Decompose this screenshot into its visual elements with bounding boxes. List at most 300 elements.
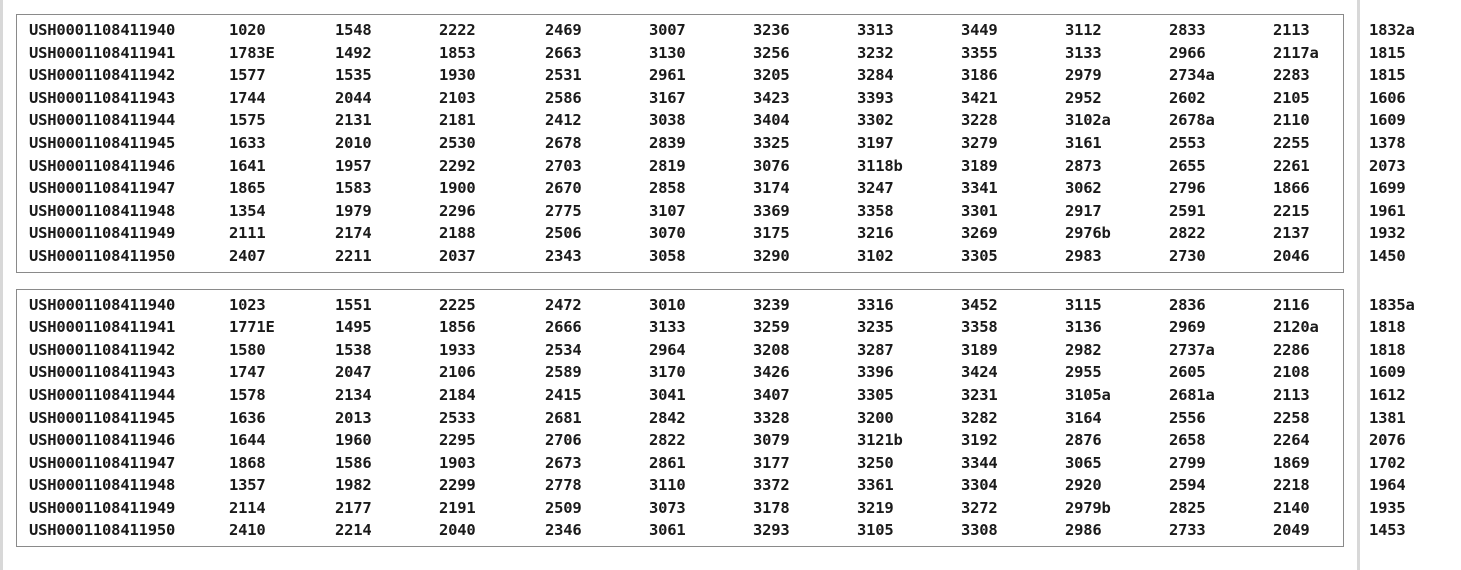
data-cell: 1492: [335, 43, 372, 62]
data-cell: 3236: [753, 21, 790, 39]
table-row: [17, 339, 1461, 362]
data-cell: 2010: [335, 133, 372, 152]
data-cell: 2530: [439, 133, 476, 152]
data-cell: 3177: [753, 453, 790, 472]
row-identifier: USH0001108411946: [29, 156, 176, 175]
data-cell: 2976b: [1065, 224, 1111, 243]
data-cell: 3313: [857, 21, 894, 39]
data-cell: 2174: [335, 224, 372, 243]
table-row: [17, 316, 1461, 339]
data-cell: 3259: [753, 318, 790, 337]
data-cell: 3302: [857, 111, 894, 130]
data-cell: 2264: [1273, 431, 1310, 450]
data-cell: 3256: [753, 43, 790, 62]
data-cell: 2211: [335, 246, 372, 265]
data-cell: 2106: [439, 363, 476, 382]
data-cell: 1744: [229, 88, 266, 107]
data-cell: 3316: [857, 295, 894, 314]
data-cell: 2040: [439, 521, 476, 540]
data-cell: 1869: [1273, 453, 1310, 472]
data-cell: 2920: [1065, 476, 1102, 495]
data-cell: 1357: [229, 476, 266, 495]
data-cell: 3105: [857, 521, 894, 540]
data-cell: 2982: [1065, 340, 1102, 359]
data-cell: 3164: [1065, 408, 1102, 427]
data-cell: 2839: [649, 133, 686, 152]
data-cell: 2261: [1273, 156, 1310, 175]
data-cell: 2283: [1273, 66, 1310, 85]
data-cell: 2415: [545, 385, 582, 404]
data-cell: 2076: [1369, 431, 1406, 450]
row-identifier: USH0001108411947: [29, 453, 176, 472]
data-cell: 2825: [1169, 498, 1206, 517]
data-cell: 2225: [439, 295, 476, 314]
data-cell: 2046: [1273, 246, 1310, 265]
data-cell: 2553: [1169, 133, 1206, 152]
data-cell: 2258: [1273, 408, 1310, 427]
data-cell: 2681: [545, 408, 582, 427]
data-cell: 3115: [1065, 295, 1102, 314]
data-cell: 1964: [1369, 476, 1406, 495]
data-cell: 1378: [1369, 133, 1406, 152]
data-cell: 2602: [1169, 88, 1206, 107]
data-cell: 2188: [439, 224, 476, 243]
data-cell: 3247: [857, 179, 894, 198]
data-cell: 3200: [857, 408, 894, 427]
data-cell: 3424: [961, 363, 998, 382]
data-cell: 2255: [1273, 133, 1310, 152]
table-row: [17, 361, 1461, 384]
data-cell: 3235: [857, 318, 894, 337]
data-cell: 2472: [545, 295, 582, 314]
data-cell: 3208: [753, 340, 790, 359]
data-cell: 2044: [335, 88, 372, 107]
data-cell: 3396: [857, 363, 894, 382]
data-cell: 3250: [857, 453, 894, 472]
data-cell: 2556: [1169, 408, 1206, 427]
data-cell: 3178: [753, 498, 790, 517]
data-cell: 3102: [857, 246, 894, 265]
data-cell: 3133: [1065, 43, 1102, 62]
data-cell: 1381: [1369, 408, 1406, 427]
data-cell: 1609: [1369, 363, 1406, 382]
data-cell: 1835a: [1369, 295, 1415, 314]
data-cell: 3290: [753, 246, 790, 265]
data-cell: 2969: [1169, 318, 1206, 337]
table-row: [17, 42, 1461, 65]
data-cell: 2295: [439, 431, 476, 450]
data-cell: 2733: [1169, 521, 1206, 540]
data-cell: 2103: [439, 88, 476, 107]
data-cell: 1578: [229, 385, 266, 404]
data-cell: 2986: [1065, 521, 1102, 540]
data-cell: 3301: [961, 201, 998, 220]
data-cell: 1577: [229, 66, 266, 85]
data-cell: 3175: [753, 224, 790, 243]
data-cell: 2833: [1169, 21, 1206, 39]
table-row: [17, 19, 1461, 42]
data-cell: 2861: [649, 453, 686, 472]
row-identifier: USH0001108411942: [29, 66, 176, 85]
data-cell: 2113: [1273, 385, 1310, 404]
data-cell: 1930: [439, 66, 476, 85]
data-cell: 1961: [1369, 201, 1406, 220]
data-cell: 2678a: [1169, 111, 1215, 130]
data-cell: 3421: [961, 88, 998, 107]
data-cell: 3061: [649, 521, 686, 540]
data-cell: 3062: [1065, 179, 1102, 198]
table-row: [17, 87, 1461, 110]
data-cell: 1606: [1369, 88, 1406, 107]
data-cell: 3038: [649, 111, 686, 130]
data-cell: 3426: [753, 363, 790, 382]
data-cell: 1580: [229, 340, 266, 359]
data-cell: 2296: [439, 201, 476, 220]
table-row: [17, 200, 1461, 223]
data-cell: 2655: [1169, 156, 1206, 175]
data-cell: 2140: [1273, 498, 1310, 517]
data-cell: 1702: [1369, 453, 1406, 472]
data-cell: 1495: [335, 318, 372, 337]
data-cell: 2979: [1065, 66, 1102, 85]
table-row: [17, 245, 1461, 268]
table-row: [17, 497, 1461, 520]
data-cell: 2531: [545, 66, 582, 85]
data-cell: 2137: [1273, 224, 1310, 243]
data-cell: 1453: [1369, 521, 1406, 540]
row-identifier: USH0001108411942: [29, 340, 176, 359]
data-cell: 2819: [649, 156, 686, 175]
data-cell: 3358: [857, 201, 894, 220]
row-identifier: USH0001108411948: [29, 201, 176, 220]
data-cell: 3007: [649, 21, 686, 39]
data-cell: 2407: [229, 246, 266, 265]
data-cell: 2117a: [1273, 43, 1319, 62]
data-cell: 1586: [335, 453, 372, 472]
data-cell: 1932: [1369, 224, 1406, 243]
data-cell: 1815: [1369, 66, 1406, 85]
data-cell: 3404: [753, 111, 790, 130]
data-cell: 2131: [335, 111, 372, 130]
data-cell: 3232: [857, 43, 894, 62]
data-cell: 3344: [961, 453, 998, 472]
row-identifier: USH0001108411943: [29, 363, 176, 382]
data-cell: 2952: [1065, 88, 1102, 107]
data-cell: 3369: [753, 201, 790, 220]
data-cell: 2343: [545, 246, 582, 265]
row-identifier: USH0001108411946: [29, 431, 176, 450]
data-cell: 2666: [545, 318, 582, 337]
data-cell: 1783E: [229, 43, 275, 62]
data-cell: 2110: [1273, 111, 1310, 130]
data-cell: 2215: [1273, 201, 1310, 220]
data-cell: 3269: [961, 224, 998, 243]
data-cell: 2184: [439, 385, 476, 404]
data-cell: 3130: [649, 43, 686, 62]
data-cell: 3105a: [1065, 385, 1111, 404]
data-cell: 2111: [229, 224, 266, 243]
upper-data-table: [17, 19, 1461, 268]
data-cell: 2961: [649, 66, 686, 85]
data-cell: 3136: [1065, 318, 1102, 337]
data-cell: 2533: [439, 408, 476, 427]
data-cell: 3118b: [857, 156, 903, 175]
row-identifier: USH0001108411948: [29, 476, 176, 495]
data-cell: 2534: [545, 340, 582, 359]
data-cell: 1354: [229, 201, 266, 220]
data-cell: 2730: [1169, 246, 1206, 265]
table-row: [17, 429, 1461, 452]
data-cell: 3121b: [857, 431, 903, 450]
data-cell: 1900: [439, 179, 476, 198]
data-cell: 3170: [649, 363, 686, 382]
data-cell: 2673: [545, 453, 582, 472]
data-cell: 3107: [649, 201, 686, 220]
row-identifier: USH0001108411941: [29, 43, 176, 62]
table-row: [17, 64, 1461, 87]
row-identifier: USH0001108411943: [29, 88, 176, 107]
data-cell: 1551: [335, 295, 372, 314]
data-cell: 3219: [857, 498, 894, 517]
data-cell: 2706: [545, 431, 582, 450]
data-cell: 2037: [439, 246, 476, 265]
data-cell: 3305: [961, 246, 998, 265]
data-cell: 1960: [335, 431, 372, 450]
data-cell: 1865: [229, 179, 266, 198]
data-cell: 2822: [1169, 224, 1206, 243]
data-cell: 3231: [961, 385, 998, 404]
data-cell: 3305: [857, 385, 894, 404]
data-cell: 1933: [439, 340, 476, 359]
data-cell: 2469: [545, 21, 582, 39]
data-cell: 2983: [1065, 246, 1102, 265]
data-cell: 3372: [753, 476, 790, 495]
data-cell: 2114: [229, 498, 266, 517]
data-cell: 3167: [649, 88, 686, 107]
data-cell: 3272: [961, 498, 998, 517]
data-cell: 3112: [1065, 21, 1102, 39]
data-cell: 1636: [229, 408, 266, 427]
row-identifier: USH0001108411949: [29, 224, 176, 243]
data-cell: 2670: [545, 179, 582, 198]
data-cell: 1699: [1369, 179, 1406, 198]
data-cell: 2678: [545, 133, 582, 152]
data-cell: 1747: [229, 363, 266, 382]
data-cell: 1856: [439, 318, 476, 337]
data-cell: 3407: [753, 385, 790, 404]
data-cell: 2047: [335, 363, 372, 382]
data-cell: 3325: [753, 133, 790, 152]
data-cell: 2292: [439, 156, 476, 175]
data-cell: 1612: [1369, 385, 1406, 404]
row-identifier: USH0001108411944: [29, 385, 176, 404]
data-cell: 2286: [1273, 340, 1310, 359]
data-cell: 2108: [1273, 363, 1310, 382]
data-cell: 3197: [857, 133, 894, 152]
data-cell: 2917: [1065, 201, 1102, 220]
table-row: [17, 155, 1461, 178]
row-identifier: USH0001108411941: [29, 318, 176, 337]
data-cell: 2073: [1369, 156, 1406, 175]
data-cell: 2013: [335, 408, 372, 427]
data-cell: 3239: [753, 295, 790, 314]
data-cell: 2594: [1169, 476, 1206, 495]
data-cell: 2734a: [1169, 66, 1215, 85]
data-cell: 3304: [961, 476, 998, 495]
data-cell: 2116: [1273, 295, 1310, 314]
data-cell: 1979: [335, 201, 372, 220]
data-cell: 1982: [335, 476, 372, 495]
data-cell: 3070: [649, 224, 686, 243]
table-row: [17, 384, 1461, 407]
table-row: [17, 222, 1461, 245]
row-identifier: USH0001108411940: [29, 21, 176, 39]
data-cell: 2506: [545, 224, 582, 243]
row-identifier: USH0001108411945: [29, 408, 176, 427]
data-cell: 1903: [439, 453, 476, 472]
data-cell: 2836: [1169, 295, 1206, 314]
data-cell: 3449: [961, 21, 998, 39]
data-cell: 3102a: [1065, 111, 1111, 130]
data-cell: 1832a: [1369, 21, 1415, 39]
data-cell: 2586: [545, 88, 582, 107]
data-cell: 2191: [439, 498, 476, 517]
table-row: [17, 109, 1461, 132]
data-cell: 2681a: [1169, 385, 1215, 404]
data-cell: 3361: [857, 476, 894, 495]
data-cell: 3358: [961, 318, 998, 337]
data-cell: 2842: [649, 408, 686, 427]
data-cell: 3079: [753, 431, 790, 450]
data-cell: 3393: [857, 88, 894, 107]
data-cell: 2113: [1273, 21, 1310, 39]
data-cell: 3284: [857, 66, 894, 85]
data-cell: 1538: [335, 340, 372, 359]
data-cell: 1609: [1369, 111, 1406, 130]
row-identifier: USH0001108411945: [29, 133, 176, 152]
data-cell: 3287: [857, 340, 894, 359]
data-cell: 1644: [229, 431, 266, 450]
data-cell: 2410: [229, 521, 266, 540]
data-cell: 3161: [1065, 133, 1102, 152]
data-cell: 2049: [1273, 521, 1310, 540]
data-cell: 2134: [335, 385, 372, 404]
data-cell: 2796: [1169, 179, 1206, 198]
data-cell: 3189: [961, 340, 998, 359]
data-cell: 2299: [439, 476, 476, 495]
row-identifier: USH0001108411949: [29, 498, 176, 517]
data-cell: 2858: [649, 179, 686, 198]
data-cell: 2966: [1169, 43, 1206, 62]
data-cell: 2222: [439, 21, 476, 39]
data-cell: 3308: [961, 521, 998, 540]
table-row: [17, 294, 1461, 317]
data-cell: 2214: [335, 521, 372, 540]
data-cell: 3216: [857, 224, 894, 243]
data-cell: 3328: [753, 408, 790, 427]
data-cell: 2737a: [1169, 340, 1215, 359]
table-row: [17, 519, 1461, 542]
data-cell: 2955: [1065, 363, 1102, 382]
data-cell: 3058: [649, 246, 686, 265]
data-cell: 2822: [649, 431, 686, 450]
data-cell: 1023: [229, 295, 266, 314]
data-cell: 3041: [649, 385, 686, 404]
data-cell: 2964: [649, 340, 686, 359]
data-cell: 2979b: [1065, 498, 1111, 517]
data-cell: 1535: [335, 66, 372, 85]
data-cell: 3133: [649, 318, 686, 337]
data-cell: 2663: [545, 43, 582, 62]
data-cell: 3355: [961, 43, 998, 62]
data-cell: 2873: [1065, 156, 1102, 175]
data-cell: 3423: [753, 88, 790, 107]
data-cell: 3341: [961, 179, 998, 198]
data-cell: 1633: [229, 133, 266, 152]
data-cell: 2876: [1065, 431, 1102, 450]
data-cell: 1575: [229, 111, 266, 130]
data-cell: 1771E: [229, 318, 275, 337]
data-cell: 3174: [753, 179, 790, 198]
data-cell: 3192: [961, 431, 998, 450]
table-row: [17, 474, 1461, 497]
left-edge-strip: [0, 0, 3, 570]
data-cell: 3189: [961, 156, 998, 175]
data-cell: 1866: [1273, 179, 1310, 198]
data-cell: 1957: [335, 156, 372, 175]
lower-table: [16, 289, 1415, 548]
lower-data-table: [17, 294, 1461, 543]
data-cell: 2778: [545, 476, 582, 495]
data-cell: 3228: [961, 111, 998, 130]
data-cell: 3186: [961, 66, 998, 85]
data-cell: 2799: [1169, 453, 1206, 472]
row-identifier: USH0001108411944: [29, 111, 176, 130]
upper-table: [16, 14, 1415, 273]
data-cell: 2346: [545, 521, 582, 540]
data-cell: 2703: [545, 156, 582, 175]
data-cell: 1853: [439, 43, 476, 62]
data-cell: 1818: [1369, 318, 1406, 337]
data-cell: 1935: [1369, 498, 1406, 517]
data-cell: 2591: [1169, 201, 1206, 220]
data-cell: 3452: [961, 295, 998, 314]
data-cell: 2775: [545, 201, 582, 220]
row-identifier: USH0001108411950: [29, 246, 176, 265]
data-cell: 2658: [1169, 431, 1206, 450]
data-cell: 1818: [1369, 340, 1406, 359]
data-cell: 2177: [335, 498, 372, 517]
data-cell: 2105: [1273, 88, 1310, 107]
table-row: [17, 452, 1461, 475]
data-cell: 2509: [545, 498, 582, 517]
data-cell: 1548: [335, 21, 372, 39]
data-cell: 1641: [229, 156, 266, 175]
data-cell: 3279: [961, 133, 998, 152]
table-row: [17, 177, 1461, 200]
data-cell: 1815: [1369, 43, 1406, 62]
data-cell: 3073: [649, 498, 686, 517]
data-cell: 2218: [1273, 476, 1310, 495]
row-identifier: USH0001108411940: [29, 295, 176, 314]
data-cell: 1868: [229, 453, 266, 472]
row-identifier: USH0001108411947: [29, 179, 176, 198]
data-cell: 2120a: [1273, 318, 1319, 337]
data-cell: 1583: [335, 179, 372, 198]
data-cell: 3110: [649, 476, 686, 495]
data-cell: 3205: [753, 66, 790, 85]
data-cell: 2181: [439, 111, 476, 130]
